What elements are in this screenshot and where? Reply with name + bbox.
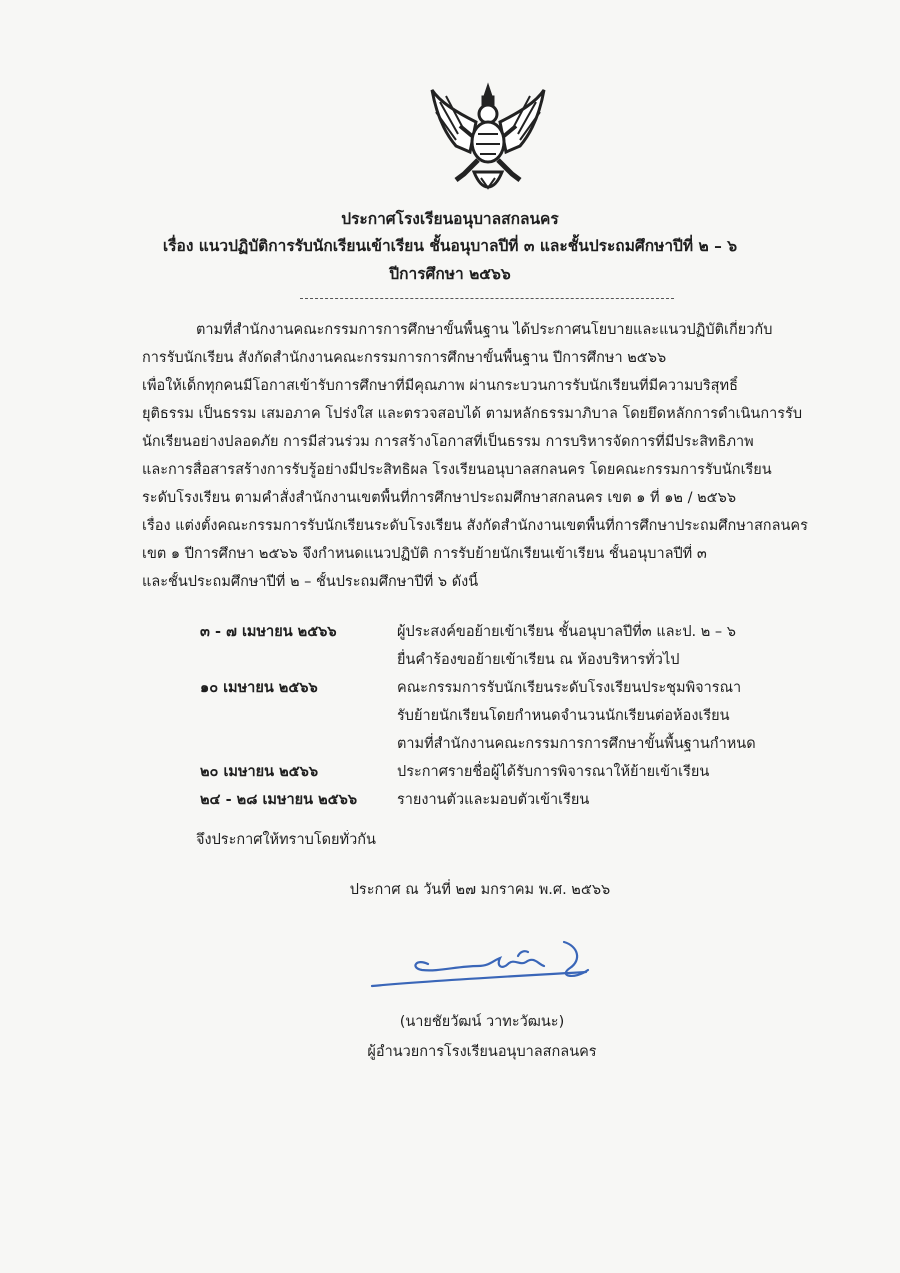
signer-name: (นายชัยวัฒน์ วาทะวัฒนะ)	[399, 1014, 565, 1030]
signature	[368, 936, 596, 994]
body-paragraph-line: การรับนักเรียน สังกัดสำนักงานคณะกรรมการการศึกษาขั้นพื้นฐาน ปีการศึกษา ๒๕๖๖	[142, 350, 667, 366]
schedule-date: ๒๐ เมษายน ๒๕๖๖	[200, 764, 319, 780]
body-paragraph-line: เพื่อให้เด็กทุกคนมีโอกาสเข้ารับการศึกษาที่มีคุณภาพ ผ่านกระบวนการรับนักเรียนที่มีความบริสุทธิ์	[142, 378, 738, 394]
body-paragraph-line: ตามที่สำนักงานคณะกรรมการการศึกษาขั้นพื้นฐาน ได้ประกาศนโยบายและแนวปฏิบัติเกี่ยวกับ	[196, 322, 773, 338]
body-paragraph-line: ยุติธรรม เป็นธรรม เสมอภาค โปร่งใส และตรวจสอบได้ ตามหลักธรรมาภิบาล โดยยึดหลักการดำเนินการรับ	[142, 406, 803, 422]
schedule-description: รับย้ายนักเรียนโดยกำหนดจำนวนนักเรียนต่อห้องเรียน	[397, 708, 730, 724]
body-paragraph-line: และชั้นประถมศึกษาปีที่ ๒ – ชั้นประถมศึกษาปีที่ ๖ ดังนี้	[142, 574, 479, 590]
academic-year: ปีการศึกษา ๒๕๖๖	[389, 265, 511, 283]
schedule-date: ๒๔ - ๒๘ เมษายน ๒๕๖๖	[200, 792, 358, 808]
garuda-emblem	[426, 82, 550, 194]
body-paragraph-line: นักเรียนอย่างปลอดภัย การมีส่วนร่วม การสร้างโอกาสที่เป็นธรรม การบริหารจัดการที่มีประสิทธิภาพ	[142, 434, 754, 450]
body-paragraph-line: เขต ๑ ปีการศึกษา ๒๕๖๖ จึงกำหนดแนวปฏิบัติ การรับย้ายนักเรียนเข้าเรียน ชั้นอนุบาลปีที่ ๓	[142, 546, 707, 562]
body-paragraph-line: และการสื่อสารสร้างการรับรู้อย่างมีประสิทธิผล โรงเรียนอนุบาลสกลนคร โดยคณะกรรมการรับนักเรียน	[142, 462, 772, 478]
schedule-description: รายงานตัวและมอบตัวเข้าเรียน	[397, 792, 590, 808]
announcement-subject: เรื่อง แนวปฏิบัติการรับนักเรียนเข้าเรียน ชั้นอนุบาลปีที่ ๓ และชั้นประถมศึกษาปีที่ ๒ – ๖	[162, 237, 738, 255]
body-paragraph-line: ระดับโรงเรียน ตามคำสั่งสำนักงานเขตพื้นที่การศึกษาประถมศึกษาสกลนคร เขต ๑ ที่ ๑๒ / ๒๕๖๖	[142, 490, 737, 506]
signer-title: ผู้อำนวยการโรงเรียนอนุบาลสกลนคร	[367, 1044, 597, 1060]
schedule-date: ๑๐ เมษายน ๒๕๖๖	[200, 680, 318, 696]
schedule-description: ตามที่สำนักงานคณะกรรมการการศึกษาขั้นพื้นฐานกำหนด	[397, 736, 756, 752]
closing-statement: จึงประกาศให้ทราบโดยทั่วกัน	[196, 832, 376, 848]
body-paragraph-line: เรื่อง แต่งตั้งคณะกรรมการรับนักเรียนระดับโรงเรียน สังกัดสำนักงานเขตพื้นที่การศึกษาประถมศึกษาสกลนคร	[142, 518, 808, 534]
announcement-date: ประกาศ ณ วันที่ ๒๗ มกราคม พ.ศ. ๒๕๖๖	[349, 882, 611, 898]
announcement-title: ประกาศโรงเรียนอนุบาลสกลนคร	[341, 210, 559, 228]
schedule-description: คณะกรรมการรับนักเรียนระดับโรงเรียนประชุมพิจารณา	[397, 680, 742, 696]
schedule-description: ยื่นคำร้องขอย้ายเข้าเรียน ณ ห้องบริหารทั่วไป	[397, 652, 680, 668]
schedule-description: ประกาศรายชื่อผู้ได้รับการพิจารณาให้ย้ายเข้าเรียน	[397, 764, 710, 780]
schedule-description: ผู้ประสงค์ขอย้ายเข้าเรียน ชั้นอนุบาลปีที่๓ และป. ๒ – ๖	[397, 624, 736, 640]
divider-line	[300, 298, 674, 299]
schedule-date: ๓ - ๗ เมษายน ๒๕๖๖	[200, 624, 337, 640]
